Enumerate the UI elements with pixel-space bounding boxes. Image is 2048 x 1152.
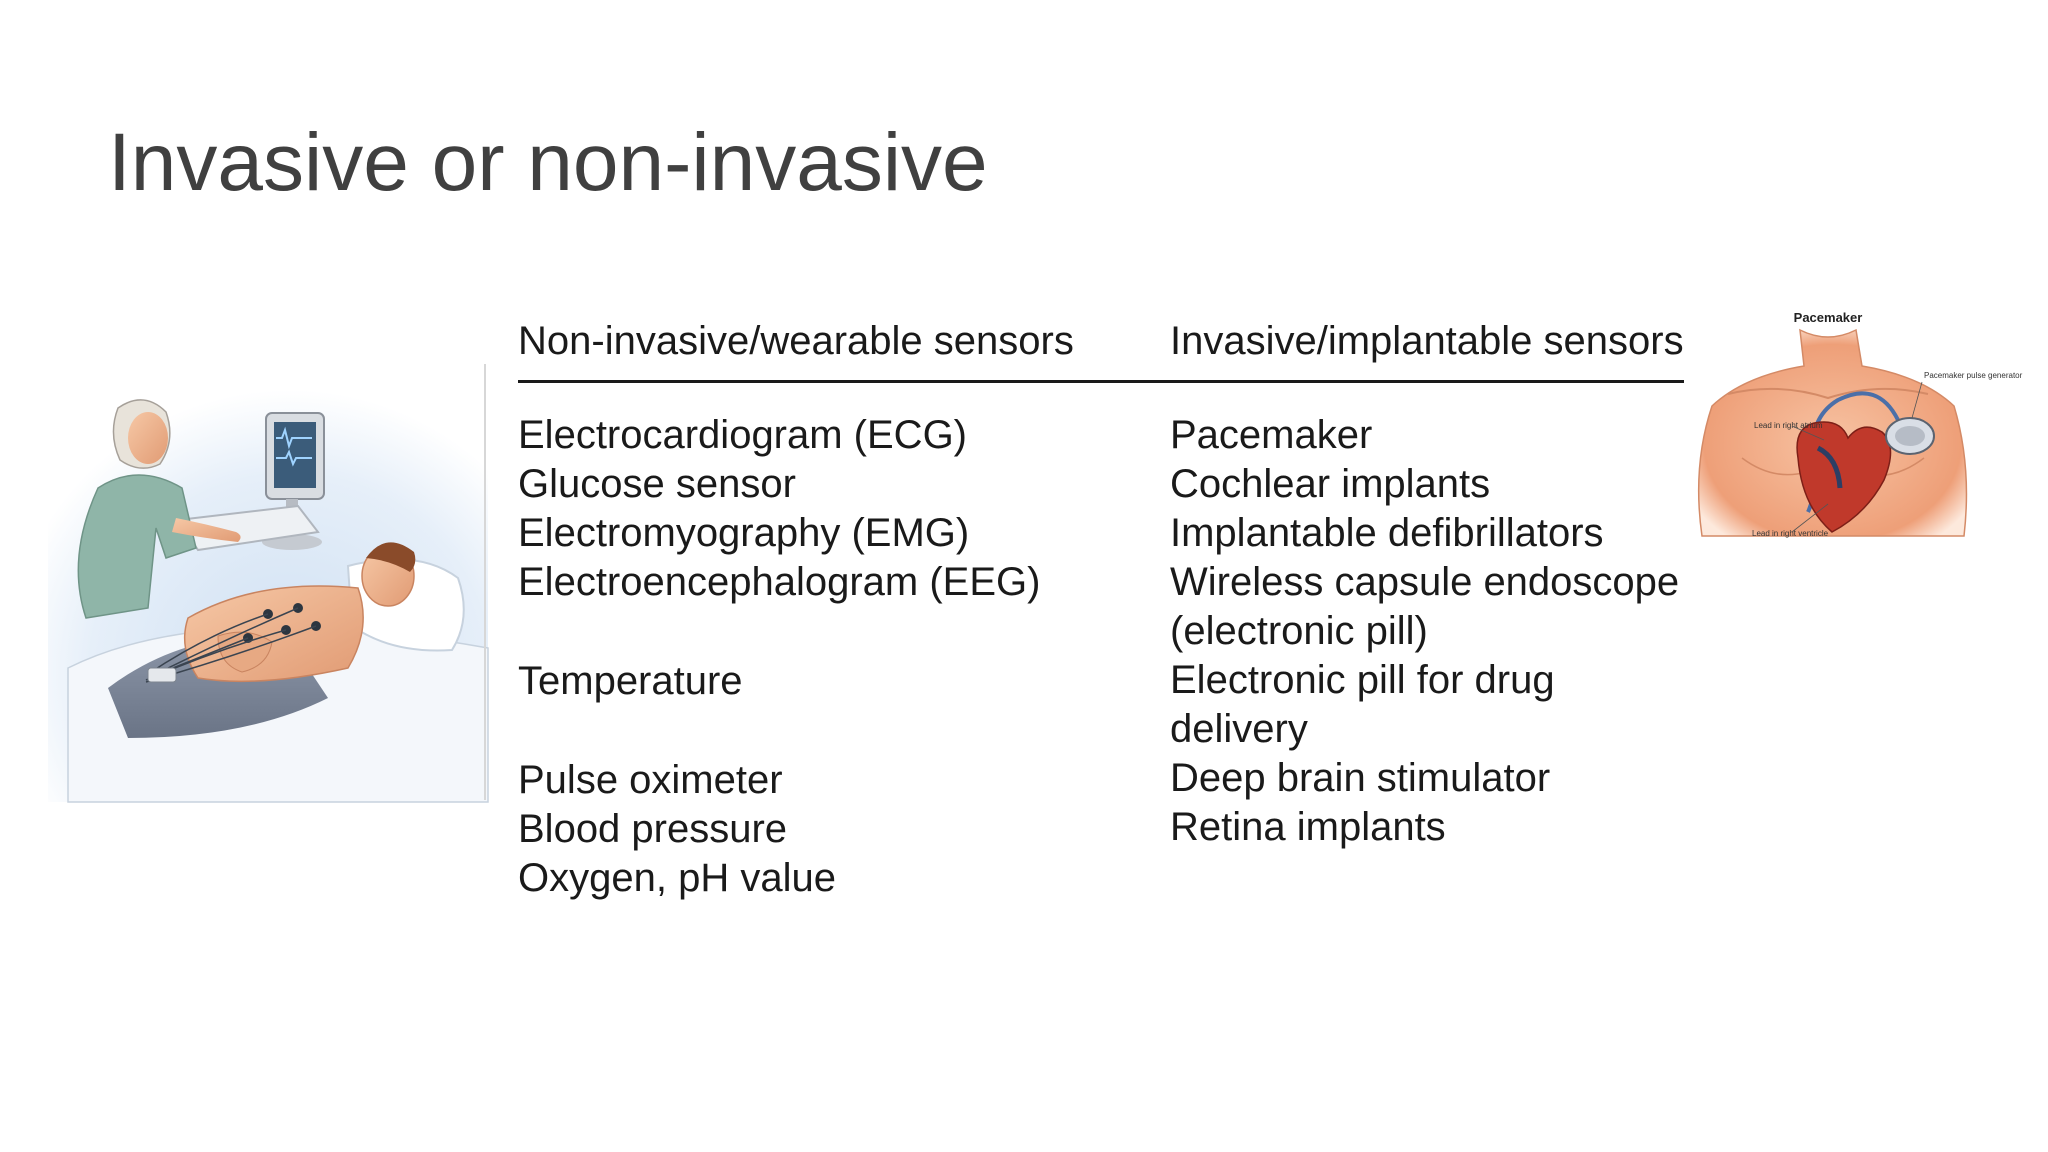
pacemaker-figure-title: Pacemaker bbox=[1793, 310, 1863, 325]
invasive-item: Deep brain stimulator bbox=[1170, 756, 1551, 800]
label-pulse-generator: Pacemaker pulse generator bbox=[1924, 371, 2023, 380]
non-invasive-item: Oxygen, pH value bbox=[518, 856, 836, 900]
non-invasive-item: Glucose sensor bbox=[518, 462, 796, 506]
invasive-item: Cochlear implants bbox=[1170, 462, 1491, 506]
invasive-item-continued: (electronic pill) bbox=[1170, 609, 1428, 653]
sensor-comparison-table bbox=[518, 306, 1684, 903]
invasive-item: Retina implants bbox=[1170, 805, 1446, 849]
label-lead-atrium: Lead in right atrium bbox=[1754, 421, 1823, 430]
header-rule bbox=[518, 380, 1684, 383]
non-invasive-item: Temperature bbox=[518, 659, 743, 703]
table-body bbox=[518, 411, 1684, 903]
label-lead-ventricle: Lead in right ventricle bbox=[1752, 529, 1829, 538]
pulse-generator-icon bbox=[1886, 418, 1934, 454]
invasive-item-continued: delivery bbox=[1170, 707, 1308, 751]
invasive-item: Wireless capsule endoscope bbox=[1170, 560, 1680, 604]
patient-ecg-illustration bbox=[48, 368, 488, 802]
non-invasive-item: Electromyography (EMG) bbox=[518, 511, 970, 555]
non-invasive-item: Electroencephalogram (EEG) bbox=[518, 560, 1041, 604]
vertical-divider bbox=[484, 364, 486, 800]
non-invasive-item: Pulse oximeter bbox=[518, 758, 783, 802]
invasive-item: Electronic pill for drug bbox=[1170, 658, 1555, 702]
invasive-column bbox=[1170, 411, 1684, 903]
non-invasive-item: Blood pressure bbox=[518, 807, 788, 851]
header-invasive: Invasive/implantable sensors bbox=[1170, 318, 1684, 363]
invasive-item: Implantable defibrillators bbox=[1170, 511, 1604, 555]
slide-title: Invasive or non-invasive bbox=[108, 117, 988, 208]
non-invasive-column bbox=[518, 411, 1170, 903]
table-header-row bbox=[518, 306, 1684, 376]
pacemaker-chest-illustration bbox=[1688, 308, 2023, 570]
non-invasive-item: Electrocardiogram (ECG) bbox=[518, 413, 968, 457]
header-non-invasive: Non-invasive/wearable sensors bbox=[518, 318, 1074, 363]
invasive-item: Pacemaker bbox=[1170, 413, 1373, 457]
